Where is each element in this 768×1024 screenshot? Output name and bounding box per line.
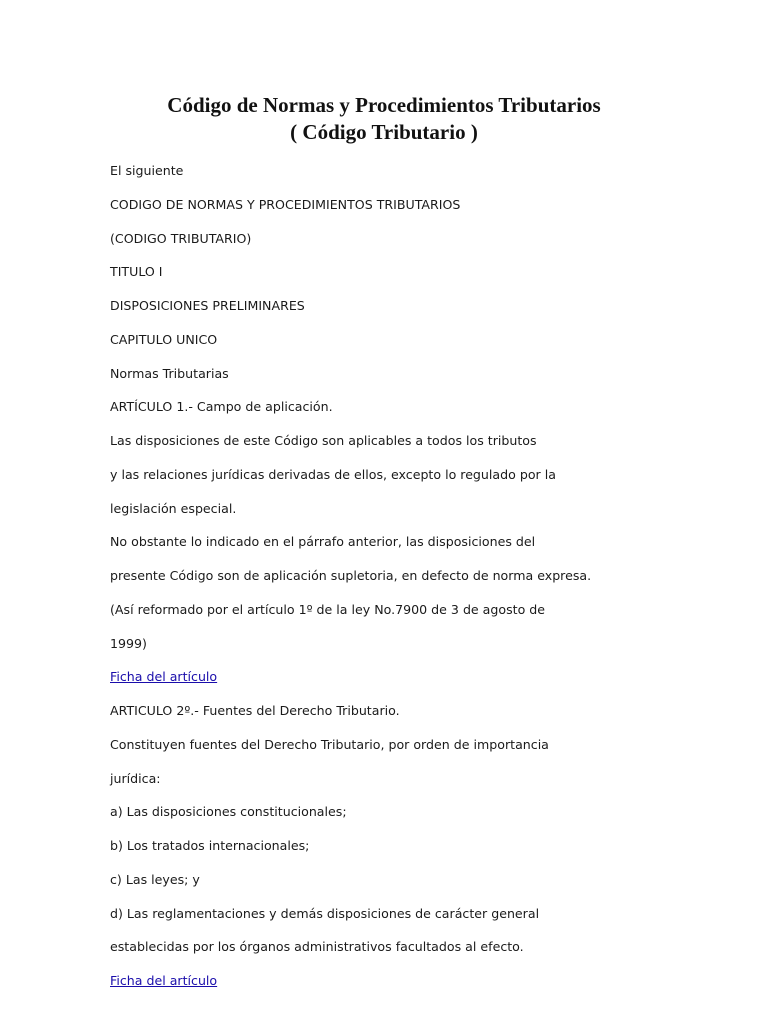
text-line <box>110 531 730 565</box>
paragraph-text: CAPITULO UNICO <box>110 331 218 347</box>
text-line <box>110 599 730 633</box>
text-line <box>110 396 730 430</box>
text-line <box>110 295 730 329</box>
text-line <box>110 329 730 363</box>
text-line <box>110 768 730 802</box>
paragraph-text: Normas Tributarias <box>110 365 229 381</box>
paragraph-text: DISPOSICIONES PRELIMINARES <box>110 298 305 313</box>
paragraph-text: (CODIGO TRIBUTARIO) <box>110 230 252 246</box>
text-line <box>110 633 730 667</box>
paragraph-text: Las disposiciones de este Código son aplicables a todos los tributos <box>110 433 537 448</box>
ficha-del-articulo-link[interactable]: Ficha del artículo <box>110 669 218 685</box>
paragraph-text: a) Las disposiciones constitucionales; <box>110 804 347 820</box>
paragraph-text: ARTICULO 2º.- Fuentes del Derecho Tributario. <box>110 703 400 718</box>
paragraph-text: (Así reformado por el artículo 1º de la ley No.7900 de 3 de agosto de <box>110 601 546 617</box>
text-line <box>110 734 730 768</box>
paragraph-text: jurídica: <box>110 770 161 786</box>
text-line <box>110 835 730 869</box>
text-line <box>110 430 730 464</box>
text-line <box>110 869 730 903</box>
text-line <box>110 363 730 397</box>
paragraph-text: ARTÍCULO 1.- Campo de aplicación. <box>110 399 333 415</box>
paragraph-text: CODIGO DE NORMAS Y PROCEDIMIENTOS TRIBUTARIOS <box>110 196 461 212</box>
text-line <box>110 936 730 970</box>
paragraph-text: establecidas por los órganos administrativos facultados al efecto. <box>110 939 524 955</box>
text-line <box>110 228 730 262</box>
text-line <box>110 498 730 532</box>
ficha-del-articulo-link[interactable]: Ficha del artículo <box>110 973 218 988</box>
paragraph-text: b) Los tratados internacionales; <box>110 838 310 853</box>
paragraph-text: El siguiente <box>110 163 184 178</box>
paragraph-text: No obstante lo indicado en el párrafo anterior, las disposiciones del <box>110 534 536 550</box>
text-line <box>110 801 730 835</box>
paragraph-text: presente Código son de aplicación supletoria, en defecto de norma expresa. <box>110 568 592 583</box>
paragraph-text: 1999) <box>110 635 147 651</box>
paragraph-text: y las relaciones jurídicas derivadas de ellos, excepto lo regulado por la <box>110 466 556 482</box>
text-line <box>110 261 730 295</box>
paragraph-text: Constituyen fuentes del Derecho Tributario, por orden de importancia <box>110 736 549 752</box>
title-line-1: Código de Normas y Procedimientos Tributarios <box>167 93 601 117</box>
text-line <box>110 565 730 599</box>
paragraph-text: d) Las reglamentaciones y demás disposiciones de carácter general <box>110 905 540 921</box>
title-line-2: ( Código Tributario ) <box>290 120 478 144</box>
text-line <box>110 903 730 937</box>
document-title <box>0 92 768 146</box>
paragraph-text: TITULO I <box>110 264 163 280</box>
paragraph-text: c) Las leyes; y <box>110 871 200 887</box>
document-body <box>110 160 730 1004</box>
paragraph-text: legislación especial. <box>110 500 237 516</box>
article-link-row <box>110 970 730 1004</box>
article-link-row <box>110 666 730 700</box>
text-line <box>110 700 730 734</box>
text-line <box>110 464 730 498</box>
text-line <box>110 160 730 194</box>
text-line <box>110 194 730 228</box>
